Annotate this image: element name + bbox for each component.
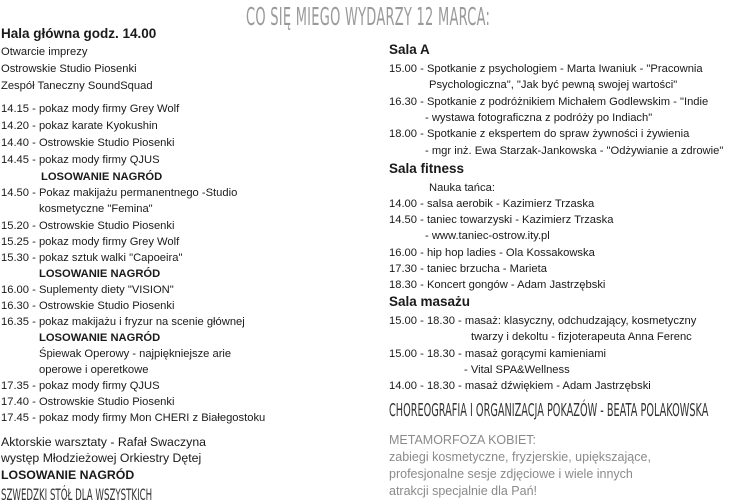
sala-a-line: 16.30 - Spotkanie z podróżnikiem Michałem Godlewskim - "Indie [389,96,709,108]
intro-line: Otwarcie imprezy [1,46,88,58]
schedule-line: 16.30 - Ostrowskie Studio Piosenki [1,300,175,312]
prize-draw-line: LOSOWANIE NAGRÓD [1,468,135,482]
intro-line: Zespół Taneczny SoundSquad [1,80,153,92]
sala-masazu-line: 15.00 - 18.30 - masaż gorącymi kamieniami [389,348,607,360]
schedule-line: 15.30 - pokaz sztuk walki "Capoeira" [1,252,183,264]
schedule-line: 15.20 - Ostrowskie Studio Piosenki [1,220,175,232]
sala-fitness-line: 14.00 - salsa aerobik - Kazimierz Trzaska [389,198,595,210]
sala-fitness-line: 17.30 - taniec brzucha - Marieta [389,263,547,275]
sala-fitness-line: - www.taniec-ostrow.ity.pl [425,230,550,242]
schedule-line: 17.45 - pokaz mody firmy Mon CHERI z Białegostoku [1,412,266,424]
metamorfoza-line: atrakcji specjalnie dla Pań! [389,484,537,498]
buffet-banner: SZWEDZKI STÓŁ DLA WSZYSTKICH [1,485,153,504]
schedule-line: kosmetyczne "Femina" [39,203,153,215]
schedule-line: 17.35 - pokaz mody firmy QJUS [1,380,160,392]
metamorfoza-heading: METAMORFOZA KOBIET: [389,433,537,447]
sala-a-line: - wystawa fotograficzna z podróży po Indiach" [425,112,653,124]
choreography-banner: CHOREOGRAFIA I ORGANIZACJA POKAZÓW - BEATA POLAKOWSKA [389,401,709,421]
metamorfoza-line: zabiegi kosmetyczne, fryzjerskie, upiększające, [389,450,651,464]
sala-masazu-line: 14.00 - 18.30 - masaż dźwiękiem - Adam Jastrzębski [389,380,651,392]
sala-fitness-line: 16.00 - hip hop ladies - Ola Kossakowska [389,247,595,259]
prize-draw-line: LOSOWANIE NAGRÓD [41,171,163,183]
sala-fitness-line: 14.50 - taniec towarzyski - Kazimierz Trzaska [389,214,614,226]
schedule-line: 14.50 - Pokaz makijażu permanentnego -Studio [1,187,238,199]
sala-a-line: 15.00 - Spotkanie z psychologiem - Marta Iwaniuk - "Pracownia [389,63,703,75]
schedule-line: 16.35 - pokaz makijażu i fryzur na scenie głównej [1,316,245,328]
schedule-line: Śpiewak Operowy - najpiękniejsze arie [39,348,232,360]
sala-masazu-line: twarzy i dekoltu - fizjoterapeuta Anna Ferenc [471,331,692,343]
prize-draw-line: LOSOWANIE NAGRÓD [39,332,161,344]
schedule-line: 14.15 - pokaz mody firmy Grey Wolf [1,103,180,115]
schedule-line: 14.20 - pokaz karate Kyokushin [1,120,158,132]
schedule-line: 14.45 - pokaz mody firmy QJUS [1,154,160,166]
schedule-line: 17.40 - Ostrowskie Studio Piosenki [1,396,175,408]
schedule-line: 14.40 - Ostrowskie Studio Piosenki [1,137,175,149]
sala-a-heading: Sala A [389,42,430,57]
sala-masazu-line: 15.00 - 18.30 - masaż: klasyczny, odchudzający, kosmetyczny [389,315,697,327]
footer-line: Aktorskie warsztaty - Rafał Swaczyna [1,435,207,449]
sala-a-line: 18.00 - Spotkanie z ekspertem do spraw żywności i żywienia [389,128,690,140]
schedule-line: 15.25 - pokaz mody firmy Grey Wolf [1,236,180,248]
schedule-line: operowe i operetkowe [39,364,149,376]
sala-a-line: Psychologiczna", "Jak być pewną swojej wartości" [429,79,678,91]
sala-fitness-heading: Sala fitness [389,161,465,176]
sala-a-line: - mgr inż. Ewa Starzak-Jankowska - "Odżywianie a zdrowie" [425,145,724,157]
sala-masazu-line: - Vital SPA&Wellness [464,364,570,376]
sala-fitness-line: 18.30 - Koncert gongów - Adam Jastrzębski [389,279,606,291]
sala-masazu-heading: Sala masażu [389,294,471,309]
main-hall-heading: Hala główna godz. 14.00 [1,26,157,41]
schedule-line: 16.00 - Suplementy diety "VISION" [1,284,174,296]
intro-line: Ostrowskie Studio Piosenki [1,63,137,75]
prize-draw-line: LOSOWANIE NAGRÓD [39,268,161,280]
sala-fitness-line: Nauka tańca: [429,182,495,194]
page-title: CO SIĘ MIEGO WYDARZY 12 MARCA: [246,2,491,31]
metamorfoza-line: profesjonalne sesje zdjęciowe i wiele innych [389,467,633,481]
footer-line: występ Młodzieżowej Orkiestry Dętej [1,451,202,465]
